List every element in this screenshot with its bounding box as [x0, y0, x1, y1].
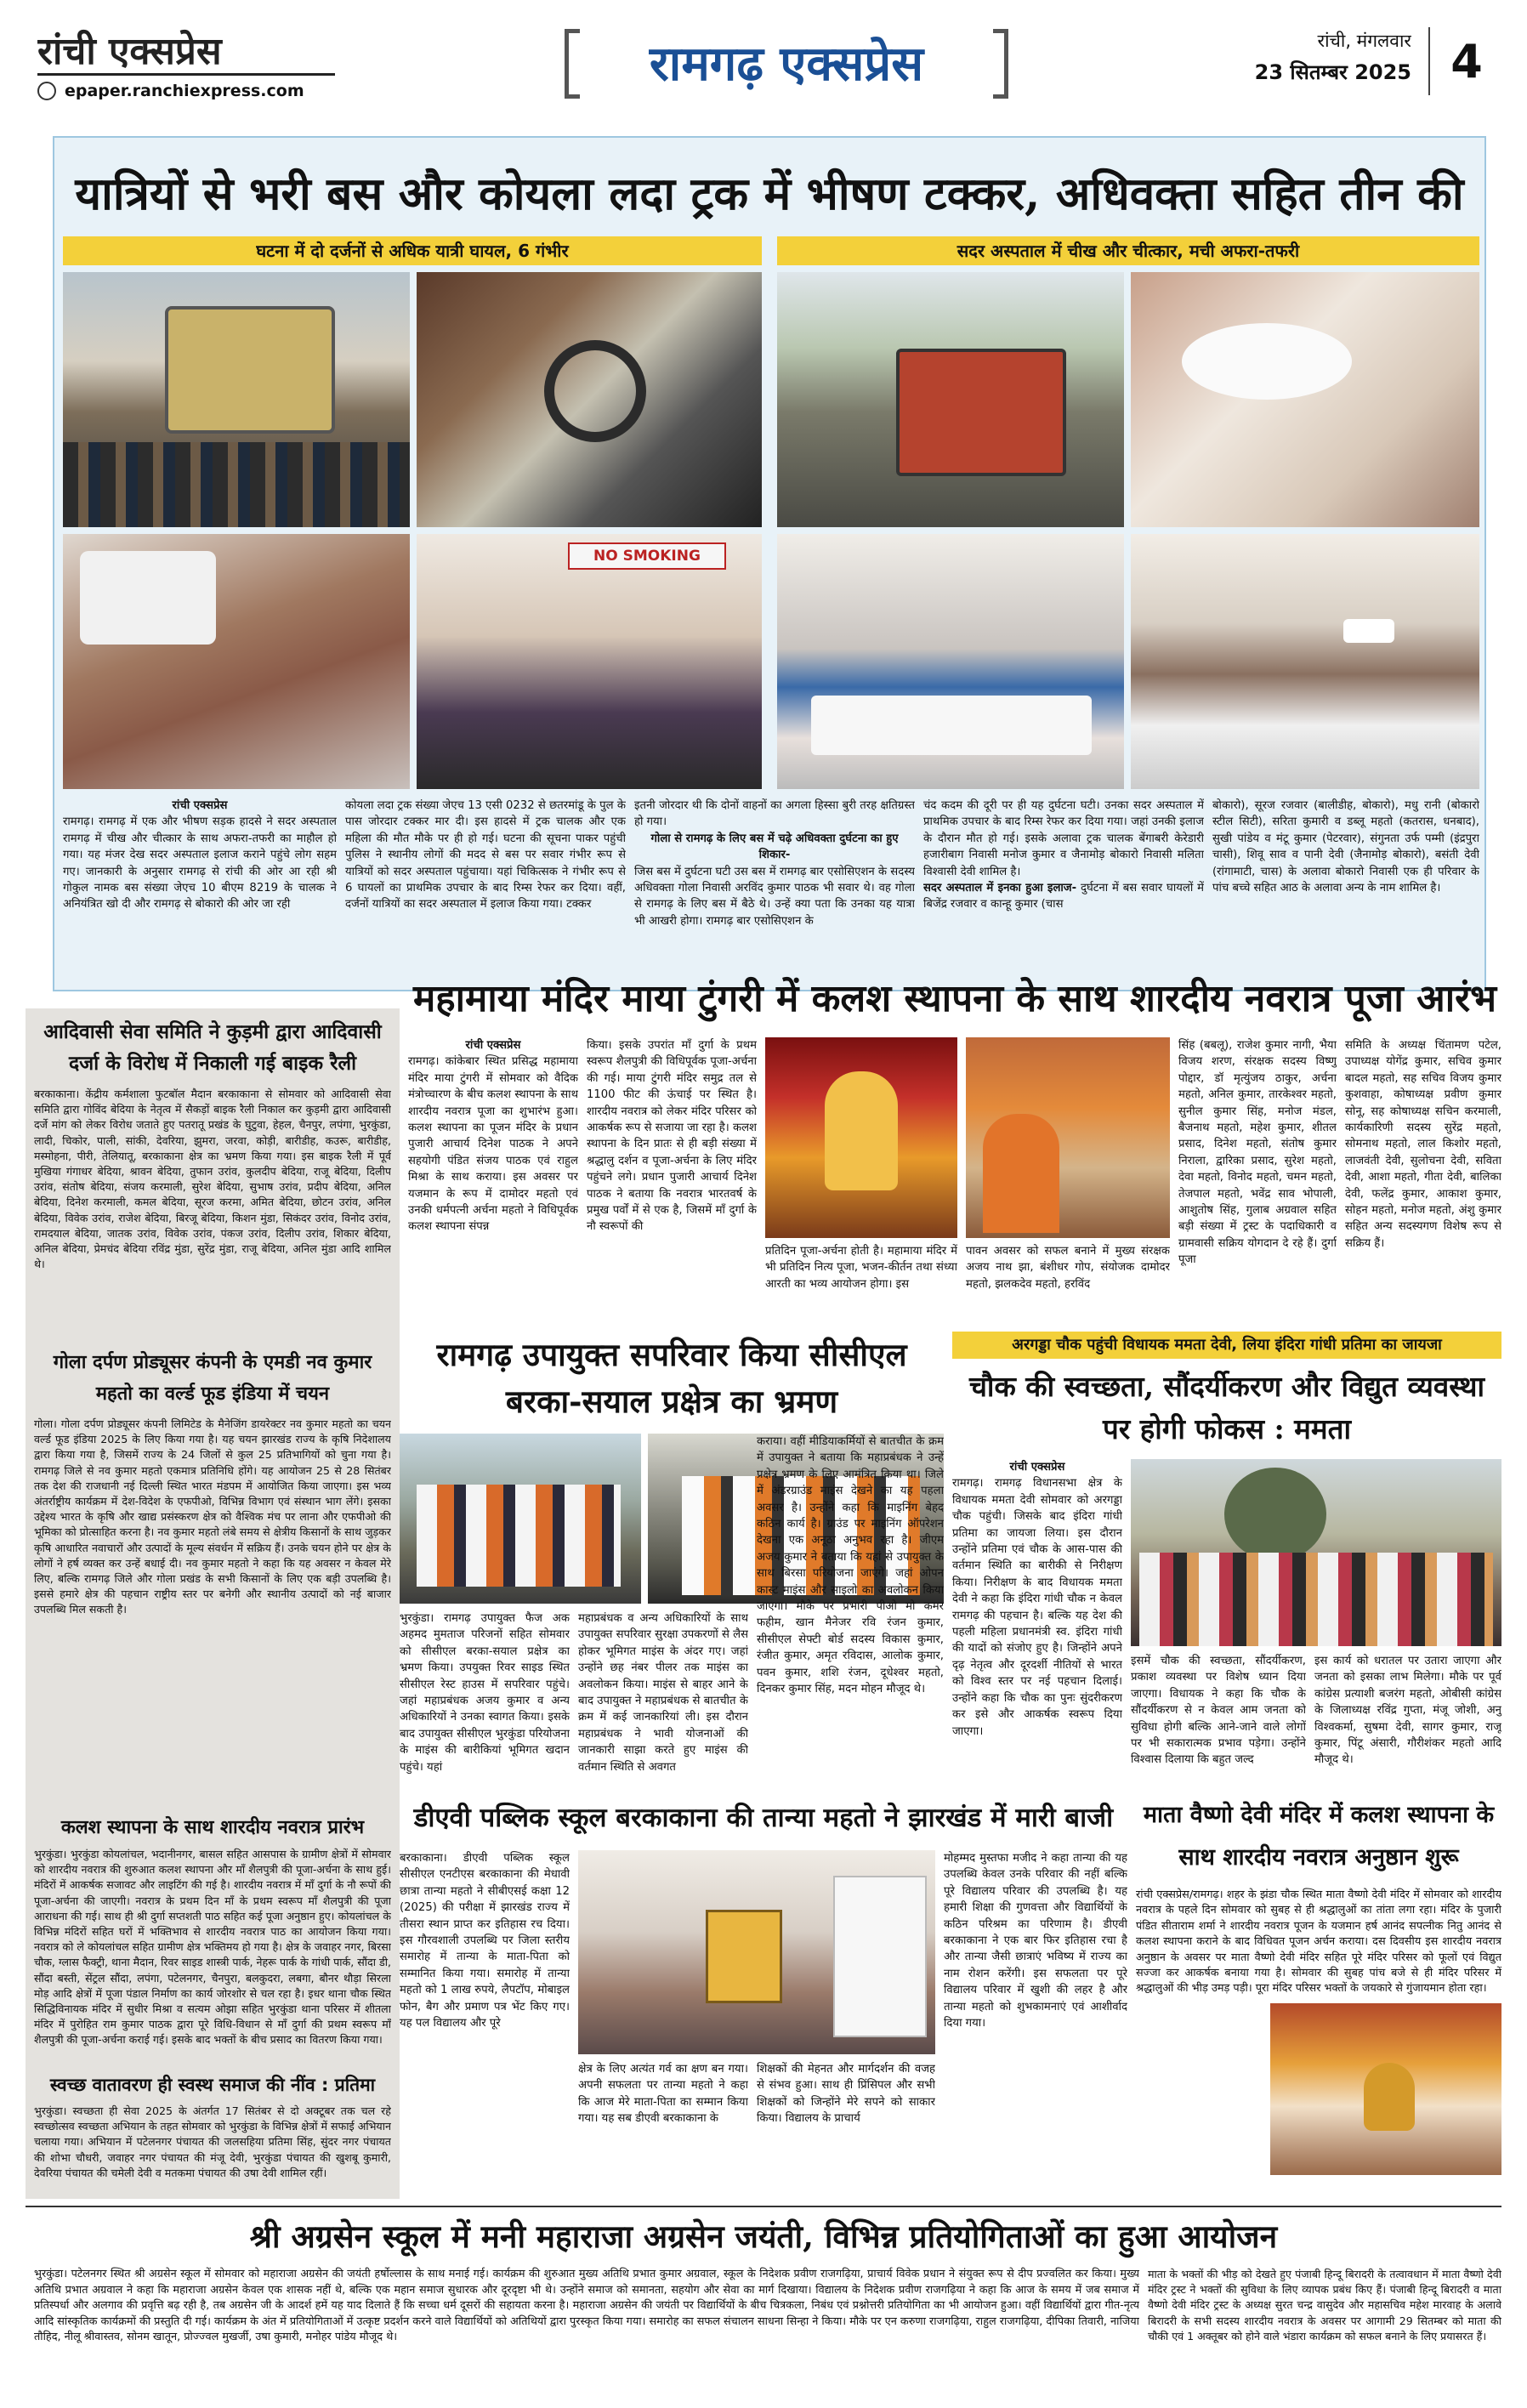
photo-injured-youth [1131, 272, 1479, 527]
brief-2-title: गोला दर्पण प्रोड्यूसर कंपनी के एमडी नव कुमार महतो का वर्ल्ड फूड इंडिया में चयन [53, 1352, 372, 1405]
mahamaya-column-5: सिंह (बबलू), राजेश कुमार नागी, भैया विजय शरण, संरक्षक सदस्य विष्णु पोद्दार, डॉ मृत्युंजय ठाकुर, अर्चना महतो, अनिल कुमार, तारकेश्वर महतो, सुनील कुमार सिंह, मनोज मंडल, बैजनाथ महतो, महेश कुमार, शीतल प्रसाद, दिनेश महतो, संतोष कुमार निराला, द्वारिका प्रसाद, सुरेश महतो, देवा महतो, विनोद महतो, चमन महतो, तेजपाल महतो, भवेंद्र साव भोपाली, आशुतोष सिंह, गुलाब अग्रवाल सहित बड़ी संख्या में ट्रस्ट के पदाधिकारी व ग्रामवासी सक्रिय योगदान दे रहे हैं। दुर्गा पूजा [1178, 1039, 1337, 1267]
officers-shape [417, 1485, 621, 1587]
dc-column-1: भुरकुंडा। रामगढ़ उपायुक्त फैज अक अहमद मुमताज परिजनों सहित सोमवार को सीसीएल बरका-सयाल प्रक्षेत्र का भ्रमण किया। उपयुक्त रिवर साइड स्थित सीसीएल रेस्ट हाउस में सपरिवार पहुंचे। जहां महाप्रबंधक अजय कुमार व अन्य अधिकारियों ने उनका स्वागत किया। इसके बाद उपायुक्त सीसीएल भुरकुंडा परियोजना के माइंस की बारीकियां भूमिगत खदान पहुंचे। यहां [400, 1612, 570, 1774]
lead-column-1 [63, 798, 337, 985]
brief-3-title: कलश स्थापना के साथ शारदीय नवरात्र प्रारंभ [60, 1817, 365, 1838]
people-shape [1139, 1553, 1493, 1646]
bracket-right [993, 29, 1008, 99]
mamta-kicker: अरगड्डा चौक पहुंची विधायक ममता देवी, लिया इंदिरा गांधी प्रतिमा का जायजा [952, 1332, 1501, 1359]
mamta-column-3: इस कार्य को धरातल पर उतारा जाएगा और जनता को इसका लाभ मिलेगा। मौके पर पूर्व कांग्रेस प्रत्याशी बजरंग महतो, ओबीसी कांग्रेस के जिलाध्यक्ष रविंद्र गुप्ता, मंजू जोशी, अनु विश्वकर्मा, सुषमा देवी, सागर कुमार, राजू कुमार, पिंटू अंसारी, गौरीशंकर महतो आदि मौजूद थे। [1314, 1655, 1501, 1767]
section-title: रामगढ़ एक्सप्रेस [649, 36, 924, 92]
tanya-story [400, 1794, 1127, 2199]
globe-icon [37, 82, 56, 100]
brief-1-title: आदिवासी सेवा समिति ने कुड़मी द्वारा आदिवासी दर्जा के विरोध में निकाली गई बाइक रैली [43, 1021, 382, 1075]
mahamaya-column-2: किया। इसके उपरांत माँ दुर्गा के प्रथम स्वरूप शैलपुत्री की विधिपूर्वक पूजा-अर्चना की गई। माया टुंगरी मंदिर समुद्र तल से 1100 फीट की ऊंचाई पर स्थित है। शारदीय नवरात्र को लेकर मंदिर परिसर को आकर्षक रूप से सजाया जा रहा है। कलश स्थापना के दिन प्रातः से ही बड़ी संख्या में श्रद्धालु दर्शन व पूजा-अर्चना के लिए मंदिर पहुंचने लगे। प्रधान पुजारी आचार्य दिनेश पाठक ने बताया कि नवरात्र भारतवर्ष के प्रमुख पर्वों में से एक है, जिसमें माँ दुर्गा के नौ स्वरूपों की [587, 1039, 757, 1234]
mahamaya-headline: महामाया मंदिर माया टुंगरी में कलश स्थापना के साथ शारदीय नवरात्र पूजा आरंभ [412, 977, 1497, 1020]
brand-name: रांची एक्सप्रेस [37, 30, 222, 73]
tanya-column-2: क्षेत्र के लिए अत्यंत गर्व का क्षण बन गया। अपनी सफलता पर तान्या महतो ने कहा कि आज मेरे माता-पिता का सम्मान किया गया। यह सब डीएवी बरकाकाना के [578, 2063, 748, 2126]
lead-dateline: रांची एक्सप्रेस [172, 799, 228, 812]
mamta-column-1 [952, 1459, 1122, 1786]
photo-injured-passenger [63, 534, 410, 789]
mahamaya-paragraph-1: रामगढ़। कांकेबार स्थित प्रसिद्ध महामाया मंदिर माया टुंगरी में सोमवार को वैदिक मंत्रोच्चारण के बीच कलश स्थापना के साथ शारदीय नवरात्र पूजा का शुभारंभ हुआ। कलश स्थापना का पूजन मंदिर के प्रधान पुजारी आचार्य दिनेश पाठक ने अपने सहयोगी पंडित संजय पाठक एवं राहुल मिश्रा के साथ कराया। इस अवसर पर यजमान के रूप में दामोदर महतो एवं उनकी धर्मपत्नी अर्चना महतो ने विधिपूर्वक कलश स्थापना संपन्न [408, 1055, 578, 1234]
photo-injured-women [417, 534, 762, 789]
lead-paragraph-4: जिस बस में दुर्घटना घटी उस बस में रामगढ़ बार एसोसिएशन के सदस्य अधिवक्ता गोला निवासी अरविंद कुमार पाठक भी सवार थे। वह गोला से रामगढ़ के लिए बस में बैठे थे। उन्हें क्या पता कि उनका यह यात्रा भी आखरी होगा। रामगढ़ बार एसोसिएशन के [634, 865, 915, 928]
dc-visit-story [400, 1332, 944, 1787]
lead-paragraph-3: इतनी जोरदार थी कि दोनों वाहनों का अगला हिस्सा बुरी तरह क्षतिग्रस्त हो गया। [634, 799, 915, 829]
lead-paragraph-6: दुर्घटना में बस सवार घायलों में बिजेंद्र रजवार व कान्हू कुमार (चास [923, 882, 1204, 912]
brief-1-body: बरकाकाना। केंद्रीय कर्मशाला फुटबॉल मैदान बरकाकाना से सोमवार को आदिवासी सेवा समिति द्वारा गोविंद बेदिया के नेतृत्व में सैकड़ों बाइक रैली निकाल कर कुड़मी द्वारा आदिवासी दर्जे मांग को लेकर विरोध जताते हुए पतरातू प्रखंड के घुटुवा, हेहल, चैनपुर, लपंगा, भुरकुंडा, लादी, चिकोर, पाली, सांकी, देवरिया, झुमरा, जरवा, कोड़ी, बारीडीह, कउरू, बारीडीह, मस्मोहना, पीरी, तेलियातू, बरकाकाना क्षेत्र का भ्रमण किया गया। इस बाइक रैली में पूर्व मुखिया गंगाधर बेदिया, श्रावन बेदिया, तुफान उरांव, कुलदीप बेदिया, राजू बेदिया, दिलीप उरांव, संतोष बेदिया, संजय करमाली, सुरेश बेदिया, सुभाष उरांव, प्रदीप बेदिया, अनिल बेदिया, दिनेश करमाली, कमल बेदिया, सूरज करमा, अमित बेदिया, छोटन उरांव, अनिल बेदिया, विवेक उरांव, राजेश बेदिया, बिरजू बेदिया, किशन मुंडा, सिकंदर उरांव, विनोद उरांव, रामदयाल बेदिया, जातक उरांव, विवेक उरांव, पंकज उरांव, दिलीप उरांव, शिकार बेदिया, अनिल बेदिया, प्रेमचंद बेदिया रविंद्र मुंडा, सुरेंद्र मुंडा, राजू बेदिया, अनिल मुंडा आदि शामिल थे। [34, 1088, 391, 1271]
mahamaya-column-3: प्रतिदिन पूजा-अर्चना होती है। महामाया मंदिर में भी प्रतिदिन नित्य पूजा, भजन-कीर्तन तथा संध्या आरती का भव्य आयोजन होगा। इस [765, 1245, 957, 1291]
bracket-left [565, 29, 580, 99]
photo-truck-cabin [417, 272, 762, 527]
idol-shape [825, 1071, 898, 1190]
crowd-shape [63, 442, 410, 527]
photo-vaishno-kalash [1263, 1996, 1501, 2175]
photo-hospital-treatment [777, 534, 1124, 789]
tree-shape [1224, 1468, 1326, 1561]
vaishno-column-2: माता के भक्तों की भीड़ को देखते हुए पंजाबी हिन्दू बिरादरी के तत्वावधान में माता वैष्णो देवी मंदिर ट्रस्ट ने भक्तों की सुविधा के लिए व्यापक प्रबंध किए हैं। पंजाबी हिन्दू बिरादरी व माता वैष्णो देवी मंदिर ट्रस्ट के अध्यक्ष सुरत चन्द्र वासुदेव और महासचिव महेश मारवाह के अलावे बिरादरी के सभी सदस्य शारदीय नवरात्र के अवसर पर आगामी 29 सितम्बर को माता की चौकी एवं 1 अक्तूबर को होने वाले भंडारा कार्यक्रम को सफल बनाने के लिए प्रयासरत हैं। [1148, 2268, 1501, 2343]
lead-column-3 [634, 798, 915, 985]
mamta-dateline: रांची एक्सप्रेस [1009, 1461, 1065, 1474]
dateline-day: रांची, मंगलवार [1317, 31, 1411, 51]
photo-tanya-felicitation [578, 1850, 935, 2054]
dc-column-2: महाप्रबंधक व अन्य अधिकारियों के साथ उपायुक्त सपरिवार सुरक्षा उपकरणों से लैस होकर भूमिगत माइंस के अंदर गए। जहां उन्होंने छह नंबर पीलर तक माइंस का अवलोकन किया। माइंस से बाहर आने के बाद उपायुक्त ने महाप्रबंधक से बातचीत के क्रम में कई जानकारियां ली। इस दौरान महाप्रबंधक ने भावी योजनाओं की जानकारी साझा करते हुए माइंस की वर्तमान स्थिति से अवगत [578, 1612, 748, 1774]
mahamaya-column-1 [408, 1037, 578, 1318]
photo-crashed-bus [63, 272, 410, 527]
lead-column-5 [1212, 798, 1479, 985]
lead-paragraph-7: बोकारो), सूरज रजवार (बालीडीह, बोकारो), मधु रानी (बोकारो स्टील सिटी), सरिता कुमारी व डब्लू महतो (कतरास, धनबाद), सुखी पांडेय व मंटू कुमार (पेटरवार), संगुनता उर्फ पम्मी (इंद्रपुरा चासी), शिवू साव व पानी देवी (जैनामोड़ बोकारो), बसंती देवी (रांगामाटी, चास) के अलावा बोकारो निवासी एक ही परिवार के पांच बच्चे सहित आठ के अलावा अन्य के नाम शामिल है। [1212, 799, 1479, 895]
truck-shape [896, 349, 1066, 476]
mahamaya-column-6: समिति के अध्यक्ष चिंतामण पटेल, उपाध्यक्ष योगेंद्र कुमार, सचिव कुमार बादल महतो, सह सचिव विजय कुमार कुशवाहा, कोषाध्यक्ष प्रवीण कुमार सोनू, सह कोषाध्यक्ष सचिन करमाली, कार्यकारिणी सदस्य सुरेंद्र महतो, सोमनाथ महतो, लाल किशोर महतो, लाजवंती देवी, सुलोचना देवी, सविता देवी, आशा महतो, गीता देवी, बालिका देवी, फलेंद्र कुमार, आकाश कुमार, सोहन महतो, मनोज महतो, अंशु कुमार सहित अन्य सदस्यगण विशेष रूप से सक्रिय हैं। [1345, 1039, 1501, 1250]
dateline-date: 23 सितम्बर 2025 [1254, 60, 1411, 84]
photo-wrecked-vehicles [777, 272, 1124, 527]
photo-dc-mine-visit [400, 1434, 641, 1604]
lead-paragraph-2: कोयला लदा ट्रक संख्या जेएच 13 एसी 0232 से छतरमांडू के पुल के पास जोरदार टक्कर मार दी। इस हादसे में ट्रक चालक और एक महिला की मौत मौके पर ही हो गई। घटना की सूचना पाकर पहुंची पुलिस ने स्थानीय लोगों की मदद से बस पर सवार गंभीर रूप से यात्रियों को सदर अस्पताल पहुंचाया। यहां चिकित्सक ने गंभीर रूप से 6 घायलों का प्राथमिक उपचार के बाद रिम्स रेफर कर दिया। वहीं, दर्जनों यात्रियों का सदर अस्पताल में इलाज किया गया। टक्कर [345, 799, 626, 912]
lead-column-2 [345, 798, 626, 985]
masthead [0, 0, 1527, 119]
bandage-shape [1182, 323, 1352, 400]
dc-column-3: कराया। वहीं मीडियाकर्मियों से बातचीत के क्रम में उपायुक्त ने बताया कि महाप्रबंधक ने उन्हें प्रक्षेत्र भ्रमण के लिए आमंत्रित किया था। जिले में अंडरग्राउंड माइंस देखने का यह पहला अवसर है। उन्होंने कहा कि माइनिंग बेहद कठिन कार्य है। ग्राउंड पर माइनिंग ऑपरेशन देखना एक अनूठा अनुभव रहा है। जीएम अजय कुमार ने बताया कि यहां से उपायुक्त के साथ बिरसा परियोजना जाएंगे। जहां ओपन कास्ट माइंस और साइलो का अवलोकन किया जाएगा। मौके पर प्रभारी पीओ मो कमर फहीम, खान मैनेजर रवि रंजन कुमार, सीसीएल सेफ्टी बोर्ड सदस्य विकास कुमार, रंजीत कुमार, अमृत रविदास, आलोक कुमार, पवन कुमार, शशि रंजन, दूधेश्वर महतो, दिनकर कुमार सिंह, मदन मोहन मौजूद थे। [757, 1435, 944, 1696]
mamta-story [952, 1332, 1501, 1787]
agrasen-body: भुरकुंडा। पटेलनगर स्थित श्री अग्रसेन स्कूल में सोमवार को महाराजा अग्रसेन की जयंती हर्षोल्लास के साथ मनाई गई। कार्यक्रम की शुरुआत मुख्य अतिथि प्रभात कुमार अग्रवाल, स्कूल के निदेशक प्रवीण राजगढ़िया, प्राचार्य विवेक प्रधान ने संयुक्त रूप से दीप प्रज्वलित कर किया। मुख्य अतिथि प्रभात अग्रवाल ने कहा कि महाराजा अग्रसेन केवल एक शासक नहीं थे, बल्कि एक महान समाज सुधारक और दूरदृष्टा भी थे। उन्होंने समाज को समानता, सहयोग और सेवा का मार्ग दिखाया। विद्यालय के निदेशक प्रवीण राजगढ़िया ने कहा कि आज के समय में जब समाज में प्रतिस्पर्धा और अलगाव की प्रवृत्ति बढ़ रही है, तब अग्रसेन जी के आदर्श हमें यह याद दिलाते हैं कि सच्चा धर्म दूसरों की सहायता करना है। महाराजा अग्रसेन की जयंती पर विद्यार्थियों के बीच चित्रकला, निबंध एवं प्रश्नोत्तरी प्रतियोगिता का भी आयोजन हुआ। वहीं विद्यार्थियों द्वारा गीत-नृत्य आदि सांस्कृतिक कार्यक्रमों की प्रस्तुति दी गई। कार्यक्रम के अंत में प्रतियोगिताओं में उत्कृष्ट प्रदर्शन करने वाले विद्यार्थियों को अतिथियों द्वारा पुरस्कृत किया गया। समारोह का सफल संचालन साधना सिन्हा ने किया। मौके पर एन करुणा राजगढ़िया, राहुल राजगढ़िया, दीपिका तिवारी, नाजिया तौहिद, नीलू श्रीवास्तव, सोनम खातून, प्रोज्ज्वल मुखर्जी, उषा कुमारी, मनोहर पांडेय मौजूद थे। [34, 2268, 1139, 2344]
page-divider [1428, 27, 1430, 95]
tanya-column-3: शिक्षकों की मेहनत और मार्गदर्शन की वजह से संभव हुआ। साथ ही प्रिंसिपल और सभी शिक्षकों को जिन्होंने मेरे सपने को साकार किया। विद्यालय के प्राचार्य [757, 2063, 935, 2126]
epaper-url[interactable]: epaper.ranchiexpress.com [65, 82, 304, 100]
photo-durga-idol [765, 1037, 957, 1238]
certificate-shape [706, 1910, 782, 2003]
photo-injured-elderly [1131, 534, 1479, 789]
tanya-headline: डीएवी पब्लिक स्कूल बरकाकाना की तान्या महतो ने झारखंड में मारी बाजी [413, 1803, 1114, 1833]
mask-shape [1343, 619, 1394, 643]
photo-kalash-puja [966, 1037, 1170, 1238]
brief-2-body: गोला। गोला दर्पण प्रोड्यूसर कंपनी लिमिटेड के मैनेजिंग डायरेक्टर नव कुमार महतो का चयन वर्ल्ड फूड इंडिया 2025 के लिए किया गया है। यह चयन झारखंड राज्य के कृषि निदेशालय द्वारा किया गया है, जिसमें राज्य के 24 जिलों से कुल 25 प्रतिभागियों को चुना गया है। रामगढ़ जिले से नव कुमार महतो एकमात्र प्रतिनिधि होंगे। यह आयोजन 25 से 28 सितंबर तक देश की राजधानी नई दिल्ली स्थित भारत मंडपम में आयोजित किया जाएगा। इस भव्य अंतर्राष्ट्रीय कार्यक्रम में देश-विदेश के एफपीओ, विभिन्न विभाग एवं संस्थान भाग लेंगे। इसका उद्देश्य भारत के कृषि और खाद्य प्रसंस्करण क्षेत्र को वैश्विक मंच पर लाना और एफपीओ की भूमिका को प्रोत्साहित करना है। नव कुमार महतो लंबे समय से क्षेत्रीय किसानों के साथ जुड़कर कृषि आधारित नवाचारों और उत्पादों के मूल्य संवर्धन में सक्रिय हैं। उनके चयन होने पर क्षेत्र के लोगों ने हर्ष व्यक्त कर उन्हें बधाई दी। नव कुमार महतो ने कहा कि यह अवसर न केवल मेरे लिए, बल्कि रामगढ़ जिले और गोला प्रखंड के सभी किसानों के लिए एक बड़ी उपलब्धि है। इससे हमारे क्षेत्र की पहचान राष्ट्रीय स्तर पर बनेगी और स्थानीय उत्पादों को नई बाजार उपलब्धि मिल सकती है। [34, 1417, 391, 1616]
lead-subhead-hospital: सदर अस्पताल में इनका हुआ इलाज- [923, 882, 1077, 895]
vaishno-story [1136, 1794, 1501, 2199]
tanya-column-4: मोहम्मद मुस्तफा मजीद ने कहा तान्या की यह उपलब्धि केवल उनके परिवार की नहीं बल्कि पूरे विद्यालय परिवार की उपलब्धि है। यह हमारी शिक्षा की गुणवत्ता और विद्यार्थियों के कठिन परिश्रम का परिणाम है। डीएवी बरकाकाना ने एक बार फिर इतिहास रचा है और तान्या जैसी छात्राएं भविष्य में राज्य का नाम रोशन करेंगी। इस सफलता पर पूरे विद्यालय परिवार में खुशी की लहर है और तान्या महतो को शुभकामनाएं एवं आशीर्वाद दिया गया। [944, 1852, 1127, 2030]
bed-shape [811, 696, 1092, 755]
vaishno-column-1: रांची एक्सप्रेस/रामगढ़। शहर के झंडा चौक स्थित माता वैष्णो देवी मंदिर में सोमवार को शारदीय नवरात्र के पहले दिन सोमवार को सुबह से ही श्रद्धालुओं का तांता लगा रहा। मंदिर के पुजारी पंडित सीताराम शर्मा ने शारदीय नवरात्र पूजन के यजमान हर्ष आनंद सपत्नीक नितु आनंद से कलश स्थापना कराने के बाद विधिवत पूजन अर्चन कराया। दस दिवसीय इस शारदीय नवरात्र अनुष्ठान के अवसर पर माता वैष्णो देवी मंदिर सहित पूरे मंदिर परिसर को फूलों एवं विद्युत सज्जा कर आकर्षक बनाया गया है। सोमवार की सुबह पांच बजे से ही मंदिर परिसर में श्रद्धालुओं की भीड़ उमड़ पड़ी। पूरा मंदिर परिसर भक्तों के जयकारे से गुंजायमान होता रहा। [1136, 1888, 1501, 1996]
agrasen-story [26, 2206, 1501, 2398]
agrasen-headline: श्री अग्रसेन स्कूल में मनी महाराजा अग्रसेन जयंती, विभिन्न प्रतियोगिताओं का हुआ आयोजन [249, 2218, 1278, 2255]
lead-paragraph-5: चंद कदम की दूरी पर ही यह दुर्घटना घटी। उनका सदर अस्पताल में प्राथमिक उपचार के बाद रिम्स रेफर कर दिया गया। जहां उनकी इलाज के दौरान मौत हो गई। इसके अलावा ट्रक चालक बेंगाबरी केरेडारी हजारीबाग निवासी मनोज कुमार व जैनामोड़ बोकारो निवासी मलिता विश्वासी देवी शामिल है। [923, 799, 1204, 878]
lead-subhead-lawyer: गोला से रामगढ़ के लिए बस में चढ़े अधिवक्ता दुर्घटना का हुए शिकार- [650, 832, 899, 862]
lead-paragraph-1: रामगढ़। रामगढ़ में एक और भीषण सड़क हादसे ने सदर अस्पताल रामगढ़ में चीख और चीत्कार के साथ अफरा-तफरी का माहौल हो गया। यह मंजर देख सदर अस्पताल इलाज कराने पहुंचे लोग सहम गए। जानकारी के अनुसार रामगढ़ से रांची की ओर आ रही श्री गोकुल नामक बस संख्या जेएच 10 बीएम 8219 के चालक ने अनियंत्रित खो दी और रामगढ़ से बोकारो की ओर जा रही [63, 815, 337, 912]
page-number: 4 [1450, 35, 1483, 88]
banner-shape [833, 1876, 927, 2037]
brand-underline [37, 73, 335, 76]
lead-column-4 [923, 798, 1204, 985]
left-column-briefs [26, 1008, 400, 2199]
steering-wheel-shape [544, 340, 646, 442]
brief-4-title: स्वच्छ वातावरण ही स्वस्थ समाज की नींव : प्रतिमा [49, 2075, 376, 2095]
priest-shape [983, 1114, 1059, 1233]
vaishno-headline: माता वैष्णो देवी मंदिर में कलश स्थापना के साथ शारदीय नवरात्र अनुष्ठान शुरू [1143, 1802, 1495, 1871]
lead-story [53, 136, 1486, 991]
tanya-column-1: बरकाकाना। डीएवी पब्लिक स्कूल सीसीएल एनटीएस बरकाकाना की मेधावी छात्रा तान्या महतो ने सीबीएसई कक्षा 12 (2025) की परीक्षा में झारखंड राज्य में तीसरा स्थान प्राप्त कर इतिहास रच दिया। इस गौरवशाली उपलब्धि पर जिला स्तरीय समारोह में तान्या के माता-पिता को सम्मानित किया गया। समारोह में तान्या महतो को 1 लाख रुपये, लैपटॉप, मोबाइल फोन, बैग और प्रमाण पत्र भेंट किए गए। यह पल विद्यालय और पूरे [400, 1852, 570, 2030]
mamta-paragraph-1: रामगढ़। रामगढ़ विधानसभा क्षेत्र के विधायक ममता देवी सोमवार को अरगड्डा चौक पहुंची। जिसके बाद इंदिरा गांधी प्रतिमा का जायजा लिया। इस दौरान उन्होंने प्रतिमा एवं चौक के आस-पास की वर्तमान स्थिति का बारीकी से निरीक्षण किया। निरीक्षण के बाद विधायक ममता देवी ने कहा कि इंदिरा गांधी चौक न केवल रामगढ़ की पहचान है। बल्कि यह देश की पहली महिला प्रधानमंत्री स्व. इंदिरा गांधी की यादों को संजोए हुए है। जिन्होंने अपने दृढ़ नेतृत्व और दूरदर्शी नीतियों से भारत को विश्व स्तर पर नई पहचान दिलाई। उन्होंने कहा कि चौक का पुनः सुंदरीकरण कर इसे और आकर्षक स्वरूप दिया जाएगा। [952, 1477, 1122, 1738]
brief-3-body: भुरकुंडा। भुरकुंडा कोयलांचल, भदानीनगर, बासल सहित आसपास के ग्रामीण क्षेत्रों में सोमवार को शारदीय नवरात्र की शुरुआत कलश स्थापना और माँ शैलपुत्री की पूजा-अर्चना के साथ हुई। मंदिरों में आकर्षक सजावट और लाइटिंग की गई है। शारदीय नवरात्र में माँ दुर्गा के नौ रूपों की पूजा-अर्चना की जाएगी। नवरात्र के प्रथम दिन माँ के प्रथम स्वरूप माँ शैलपुत्री की पूजा आराधना की गई। साथ ही श्री दुर्गा सप्तशती पाठ सहित कई पूजा अनुष्ठान हुए। कोयलांचल के विभिन्न मंदिरों सहित घरों में भक्तिभाव से शारदीय नवरात्र पाठ का आयोजन किया गया। नवरात्र को ले कोयलांचल सहित ग्रामीण क्षेत्र भक्तिमय हो गया है। क्षेत्र के जवाहर नगर, बिरसा चौक, ग्लास फैक्ट्री, थाना मैदान, रिवर साइड शास्त्री पार्क, नेहरू पार्क के गांधी पार्क, सौंदा डी, सौंदा बस्ती, सेंट्रल सौंदा, लपंगा, पटेलनगर, चैनपुरा, बलकुदरा, लबगा, बौनर थौड़ा सिरला मोड़ आदि क्षेत्रों में पूजा पंडाल निर्माण का कार्य जोरशोर से चल रहा है। इधर थाना चौक स्थित सिद्धिविनायक मंदिर में सुधीर मिश्रा व सत्यम ओझा सहित भुरकुंडा थाना परिसर में शीतला मंदिर में पुरोहित राम कुमार पाठक द्वारा पूरे विधि-विधान से माँ दुर्गा की प्रथम स्वरूप माँ शैलपुत्री की पूजा-अर्चना कराई गई। इसके बाद भक्तों के बीच प्रसाद का वितरण किया गया। [34, 1848, 391, 2047]
mamta-headline: चौक की स्वच्छता, सौंदर्यीकरण और विद्युत व्यवस्था पर होगी फोकस : ममता [968, 1370, 1485, 1445]
dc-headline: रामगढ़ उपायुक्त सपरिवार किया सीसीएल बरका-सयाल प्रक्षेत्र का भ्रमण [436, 1336, 907, 1420]
lead-right-kicker: सदर अस्पताल में चीख और चीत्कार, मची अफरा-तफरी [777, 236, 1479, 265]
no-smoking-sign: NO SMOKING [568, 542, 726, 570]
mahamaya-dateline: रांची एक्सप्रेस [465, 1039, 521, 1052]
brief-4-body: भुरकुंडा। स्वच्छता ही सेवा 2025 के अंतर्गत 17 सितंबर से दो अक्टूबर तक चल रहे स्वच्छोत्सव स्वच्छता अभियान के तहत सोमवार को भुरकुंडा के विभिन्न क्षेत्रों में सफाई अभियान चलाया गया। अभियान में पटेलनगर पंचायत की जलसहिया प्रतिमा सिंह, सुंदर नगर पंचायत की शोभा चौधरी, जवाहर नगर पंचायत की मंजू देवी, भुरकुंडा पंचायत की खुशबू कुमारी, देवरिया पंचायत की चमेली देवी व मतकमा पंचायत की उषा देवी शामिल रहीं। [34, 2104, 391, 2179]
bus-shape [165, 306, 335, 434]
mamta-column-2: इसमें चौक की स्वच्छता, सौंदर्यीकरण, प्रकाश व्यवस्था पर विशेष ध्यान दिया जाएगा। विधायक ने कहा कि चौक के सौंदर्यीकरण से न केवल आम जनता को सुविधा होगी बल्कि आने-जाने वाले लोगों पर भी सकारात्मक प्रभाव पड़ेगा। उन्होंने विश्वास दिलाया कि बहुत जल्द [1131, 1655, 1306, 1767]
pillow-shape [80, 551, 216, 645]
lead-left-kicker: घटना में दो दर्जनों से अधिक यात्री घायल, 6 गंभीर [63, 236, 762, 265]
mahamaya-column-4: पावन अवसर को सफल बनाने में मुख्य संरक्षक अजय नाथ झा, बंशीधर गोप, संयोजक दामोदर महतो, झलकदेव महतो, हरविंद [966, 1245, 1170, 1291]
lead-headline: यात्रियों से भरी बस और कोयला लदा ट्रक में भीषण टक्कर, अधिवक्ता सहित तीन की [75, 168, 1464, 220]
kalash-shape [1364, 2063, 1415, 2131]
photo-mla-at-chowk [1131, 1459, 1501, 1646]
mahamaya-story [408, 969, 1501, 1326]
